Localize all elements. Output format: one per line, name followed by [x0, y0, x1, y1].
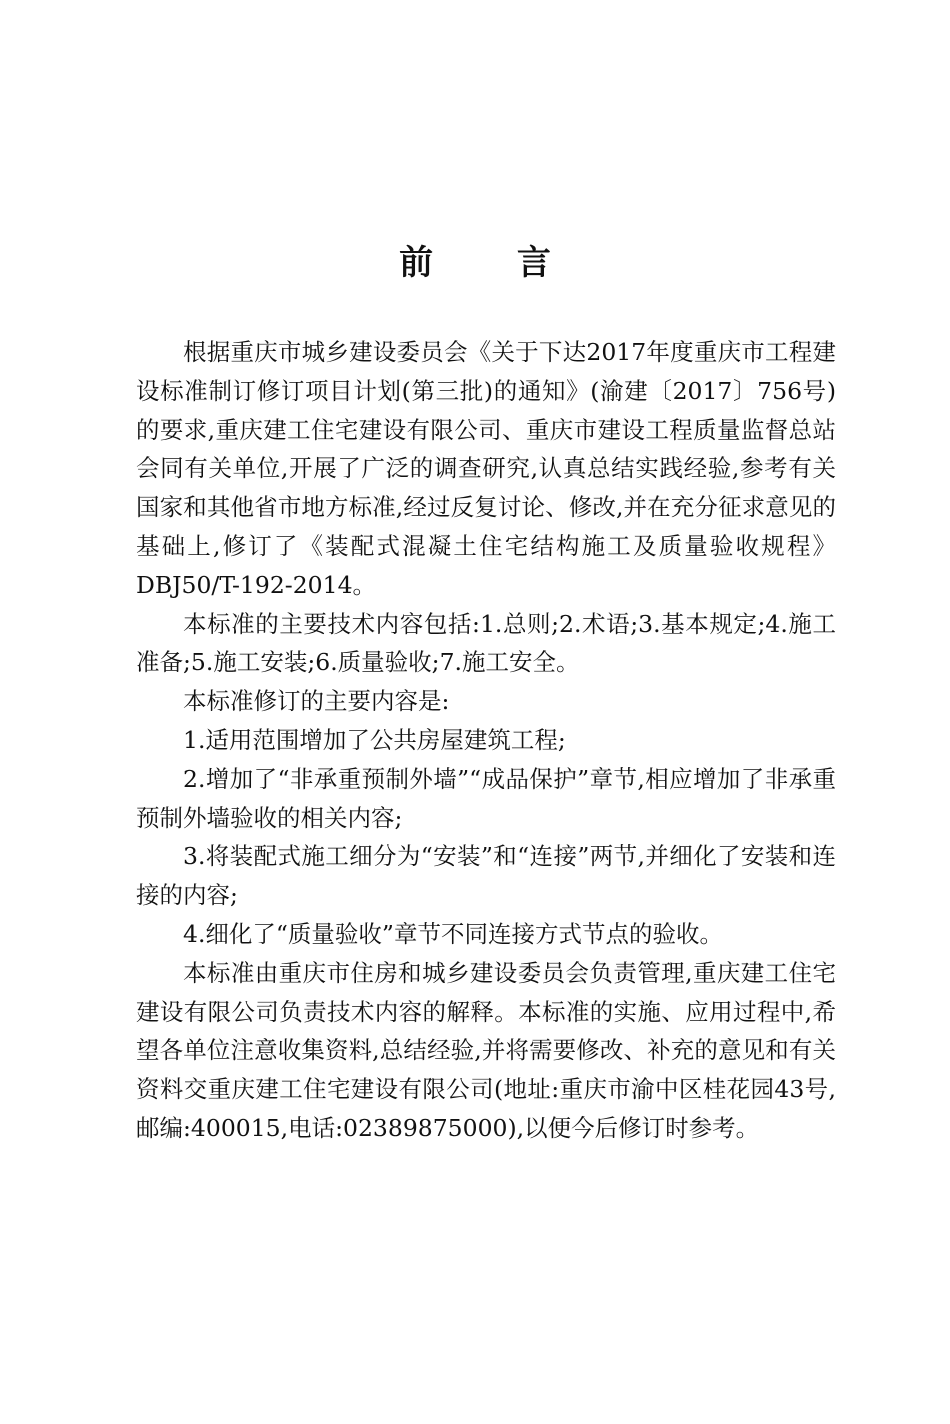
- paragraph-management: 本标准由重庆市住房和城乡建设委员会负责管理,重庆建工住宅建设有限公司负责技术内容的解释。本标准的实施、应用过程中,希望各单位注意收集资料,总结经验,并将需要修改、补充的意见和有关资料交重庆建工住宅建设有限公司(地址:重庆市渝中区桂花园43号,邮编:400015,电话:02389875000),以便今后修订时参考。: [136, 958, 836, 1142]
- revision-item-4: 4.细化了“质量验收”章节不同连接方式节点的验收。: [183, 919, 723, 948]
- paragraph-main-content: 本标准的主要技术内容包括:1.总则;2.术语;3.基本规定;4.施工准备;5.施工安装;6.质量验收;7.施工安全。: [136, 609, 836, 677]
- paragraph-basis: 根据重庆市城乡建设委员会《关于下达2017年度重庆市工程建设标准制订修订项目计划(第三批)的通知》(渝建〔2017〕756号)的要求,重庆建工住宅建设有限公司、重庆市建设工程质量监督总站会同有关单位,开展了广泛的调查研究,认真总结实践经验,参考有关国家和其他省市地方标准,经过反复讨论、修改,并在充分征求意见的基础上,修订了《装配式混凝土住宅结构施工及质量验收规程》DBJ50/T-192-2014。: [136, 338, 836, 599]
- document-body: [136, 333, 836, 1148]
- page-title: 前 言: [399, 243, 587, 283]
- revision-item-3: 3.将装配式施工细分为“安装”和“连接”两节,并细化了安装和连接的内容;: [136, 842, 836, 910]
- paragraph-revision-intro: 本标准修订的主要内容是:: [183, 687, 450, 716]
- revision-item-1: 1.适用范围增加了公共房屋建筑工程;: [183, 725, 566, 754]
- revision-item-2: 2.增加了“非承重预制外墙”“成品保护”章节,相应增加了非承重预制外墙验收的相关内容;: [136, 764, 836, 832]
